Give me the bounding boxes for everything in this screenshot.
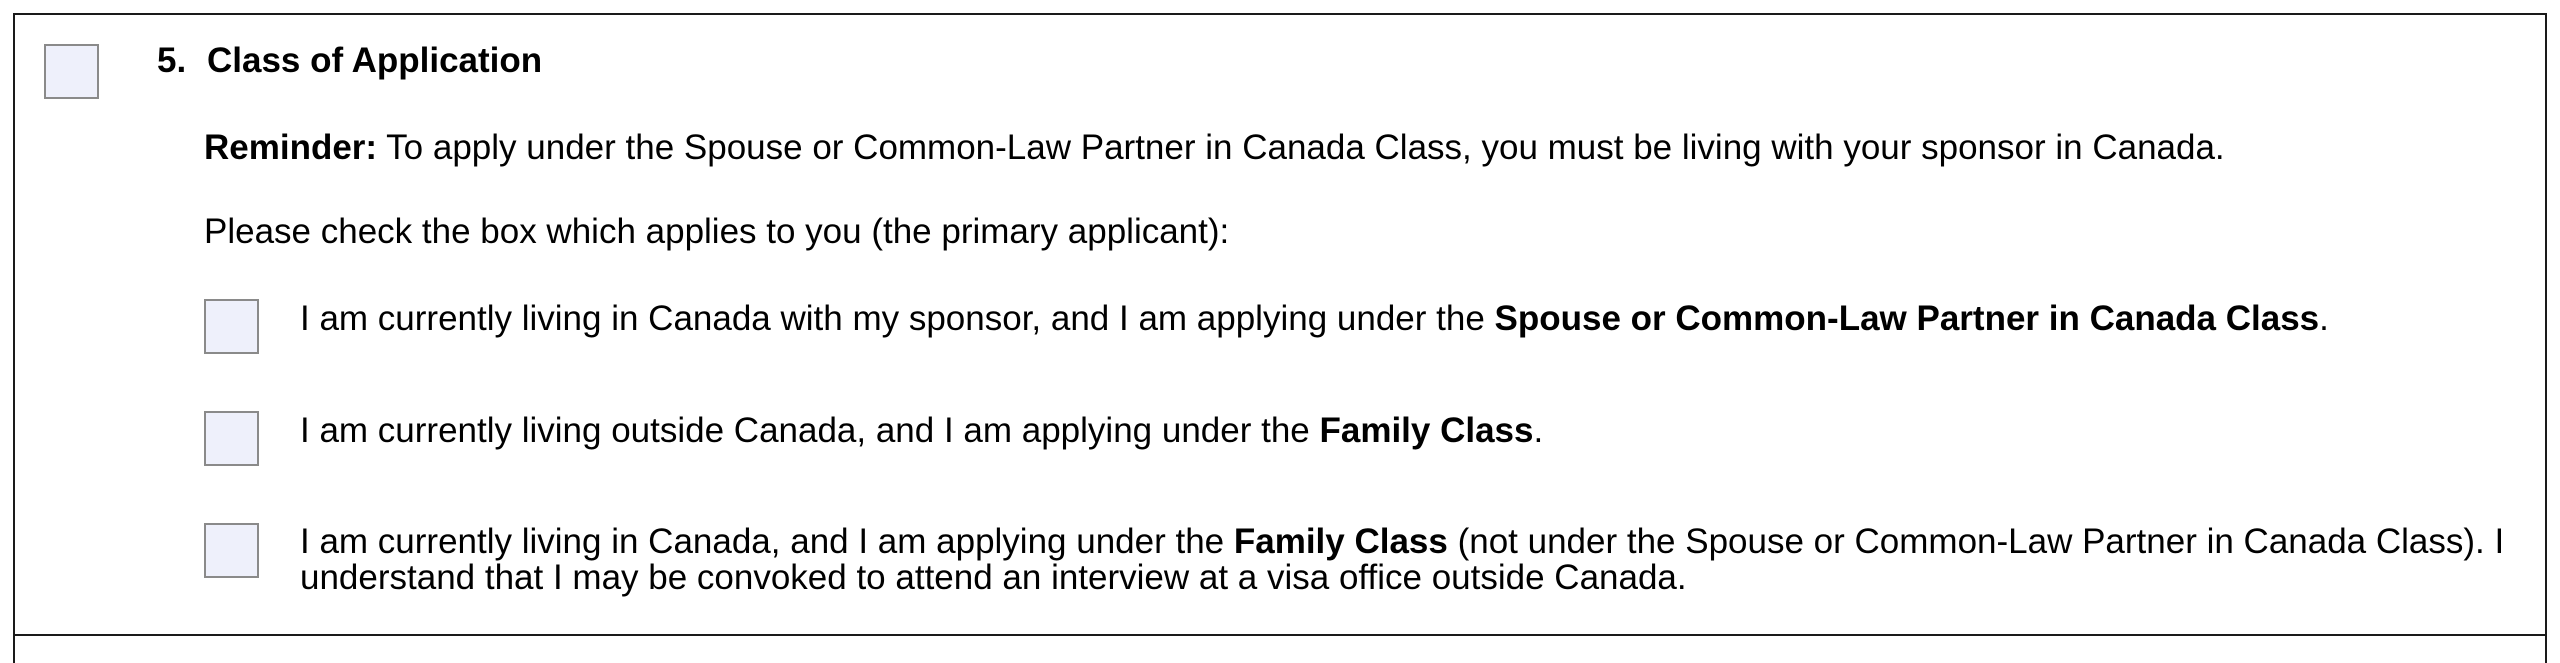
option-class-name: Spouse or Common-Law Partner in Canada Class — [1494, 299, 2320, 338]
option-class-name: Family Class — [1233, 522, 1448, 561]
section-divider — [13, 634, 2547, 636]
option-text-end: . — [2319, 299, 2329, 338]
option-label-family-class-outside — [300, 412, 1543, 450]
section-number: 5. — [157, 41, 187, 80]
option-label-spouse-class — [300, 300, 2329, 338]
option-text: I am currently living outside Canada, and I am applying under the — [300, 411, 1320, 450]
option-checkbox-spouse-class[interactable] — [204, 299, 259, 354]
option-text-end: . — [1533, 411, 1544, 450]
option-label-family-class-inside — [300, 524, 2530, 596]
option-checkbox-family-class-inside[interactable] — [204, 523, 259, 578]
instruction-text: Please check the box which applies to you (the primary applicant): — [204, 212, 1230, 251]
option-class-name: Family Class — [1319, 411, 1534, 450]
option-text: I am currently living in Canada with my sponsor, and I am applying under the — [300, 299, 1495, 338]
reminder-label: Reminder: — [204, 128, 378, 167]
reminder-text — [204, 129, 2225, 167]
section-title: Class of Application — [207, 41, 543, 80]
section-checkbox[interactable] — [44, 44, 99, 99]
option-text-end: (not under the Spouse or Common-Law Partner in Canada Class). I understand that I may be convoked to attend an interview at a visa office outside Canada. — [300, 522, 2505, 597]
reminder-body: To apply under the Spouse or Common-Law Partner in Canada Class, you must be living with your sponsor in Canada. — [377, 128, 2225, 167]
section-heading — [157, 40, 542, 82]
option-checkbox-family-class-outside[interactable] — [204, 411, 259, 466]
option-text: I am currently living in Canada, and I am applying under the — [300, 522, 1234, 561]
